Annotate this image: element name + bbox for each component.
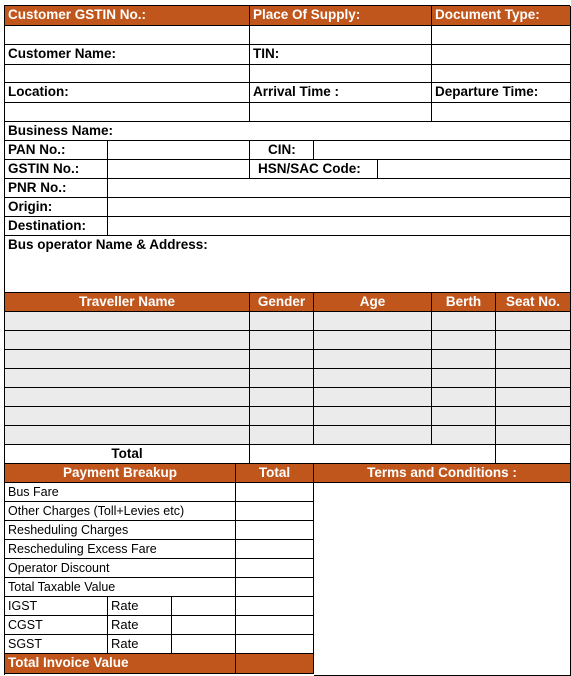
traveller-name-cell[interactable] (5, 350, 250, 369)
payment-row-label: Operator Discount (5, 559, 236, 578)
traveller-name-cell[interactable] (5, 407, 250, 426)
destination-label: Destination: (5, 217, 108, 236)
berth-cell[interactable] (432, 331, 496, 350)
berth-cell[interactable] (432, 426, 496, 445)
berth-cell[interactable] (432, 312, 496, 331)
pan-label: PAN No.: (5, 141, 108, 160)
tax-rate-label: Rate (108, 635, 172, 654)
location-value[interactable] (5, 103, 250, 122)
terms-body[interactable] (314, 483, 571, 676)
col-berth: Berth (432, 293, 496, 312)
tax-rate-label: Rate (108, 597, 172, 616)
terms-header: Terms and Conditions : (314, 464, 571, 483)
customer-gstin-label: Customer GSTIN No.: (5, 6, 250, 26)
tax-amount-value[interactable] (236, 597, 314, 616)
payment-total-header: Total (236, 464, 314, 483)
place-of-supply-label: Place Of Supply: (250, 6, 432, 26)
arrival-time-value[interactable] (250, 103, 432, 122)
operator-label: Bus operator Name & Address: (5, 236, 571, 293)
destination-value[interactable] (108, 217, 571, 236)
payment-row-value[interactable] (236, 540, 314, 559)
gender-cell[interactable] (250, 388, 314, 407)
payment-row-value[interactable] (236, 578, 314, 597)
seat-no-cell[interactable] (496, 312, 571, 331)
customer-name-label: Customer Name: (5, 45, 250, 65)
customer-gstin-value[interactable] (5, 26, 250, 45)
tax-rate-value[interactable] (172, 616, 236, 635)
document-type-value[interactable] (432, 26, 571, 45)
place-of-supply-value[interactable] (250, 26, 432, 45)
tax-rate-label: Rate (108, 616, 172, 635)
seat-no-cell[interactable] (496, 388, 571, 407)
tax-rate-value[interactable] (172, 597, 236, 616)
col-gender: Gender (250, 293, 314, 312)
tax-name: CGST (5, 616, 108, 635)
seat-no-cell[interactable] (496, 350, 571, 369)
origin-label: Origin: (5, 198, 108, 217)
document-type-label: Document Type: (432, 6, 571, 26)
gender-cell[interactable] (250, 369, 314, 388)
age-cell[interactable] (314, 312, 432, 331)
tax-amount-value[interactable] (236, 635, 314, 654)
payment-row-label: Bus Fare (5, 483, 236, 502)
header-blank-1 (432, 45, 571, 65)
tax-name: SGST (5, 635, 108, 654)
cin-value[interactable] (314, 141, 571, 160)
customer-name-value[interactable] (5, 65, 250, 83)
seat-no-cell[interactable] (496, 407, 571, 426)
berth-cell[interactable] (432, 369, 496, 388)
age-cell[interactable] (314, 426, 432, 445)
payment-row-value[interactable] (236, 483, 314, 502)
seat-no-cell[interactable] (496, 426, 571, 445)
gender-cell[interactable] (250, 426, 314, 445)
invoice-sheet (4, 5, 570, 675)
departure-time-value[interactable] (432, 103, 571, 122)
gstin-value[interactable] (108, 160, 250, 179)
gender-cell[interactable] (250, 350, 314, 369)
seat-no-cell[interactable] (496, 331, 571, 350)
arrival-time-label: Arrival Time : (250, 83, 432, 103)
header-blank-2 (432, 65, 571, 83)
col-traveller-name: Traveller Name (5, 293, 250, 312)
tin-label: TIN: (250, 45, 432, 65)
tax-amount-value[interactable] (236, 616, 314, 635)
traveller-name-cell[interactable] (5, 426, 250, 445)
payment-row-label: Total Taxable Value (5, 578, 236, 597)
traveller-name-cell[interactable] (5, 312, 250, 331)
age-cell[interactable] (314, 331, 432, 350)
traveller-total-label: Total (5, 445, 250, 464)
traveller-name-cell[interactable] (5, 331, 250, 350)
cin-label: CIN: (250, 141, 314, 160)
location-label: Location: (5, 83, 250, 103)
age-cell[interactable] (314, 350, 432, 369)
business-name-label: Business Name: (5, 122, 571, 141)
gender-cell[interactable] (250, 312, 314, 331)
tin-value[interactable] (250, 65, 432, 83)
traveller-total-value[interactable] (250, 445, 496, 464)
gstin-label: GSTIN No.: (5, 160, 108, 179)
traveller-name-cell[interactable] (5, 369, 250, 388)
berth-cell[interactable] (432, 350, 496, 369)
origin-value[interactable] (108, 198, 571, 217)
hsn-value[interactable] (378, 160, 571, 179)
hsn-label: HSN/SAC Code: (250, 160, 378, 179)
payment-row-label: Rescheduling Excess Fare (5, 540, 236, 559)
col-seat-no: Seat No. (496, 293, 571, 312)
tax-name: IGST (5, 597, 108, 616)
traveller-name-cell[interactable] (5, 388, 250, 407)
payment-row-value[interactable] (236, 502, 314, 521)
total-invoice-value (236, 654, 314, 674)
gender-cell[interactable] (250, 331, 314, 350)
age-cell[interactable] (314, 388, 432, 407)
tax-rate-value[interactable] (172, 635, 236, 654)
berth-cell[interactable] (432, 388, 496, 407)
age-cell[interactable] (314, 369, 432, 388)
berth-cell[interactable] (432, 407, 496, 426)
age-cell[interactable] (314, 407, 432, 426)
total-invoice-label: Total Invoice Value (5, 654, 236, 674)
departure-time-label: Departure Time: (432, 83, 571, 103)
payment-row-label: Other Charges (Toll+Levies etc) (5, 502, 236, 521)
traveller-total-extra (496, 445, 571, 464)
col-age: Age (314, 293, 432, 312)
pan-value[interactable] (108, 141, 250, 160)
payment-row-label: Resheduling Charges (5, 521, 236, 540)
payment-row-value[interactable] (236, 521, 314, 540)
pnr-label: PNR No.: (5, 179, 108, 198)
payment-row-value[interactable] (236, 559, 314, 578)
payment-breakup-header: Payment Breakup (5, 464, 236, 483)
pnr-value[interactable] (108, 179, 571, 198)
seat-no-cell[interactable] (496, 369, 571, 388)
gender-cell[interactable] (250, 407, 314, 426)
